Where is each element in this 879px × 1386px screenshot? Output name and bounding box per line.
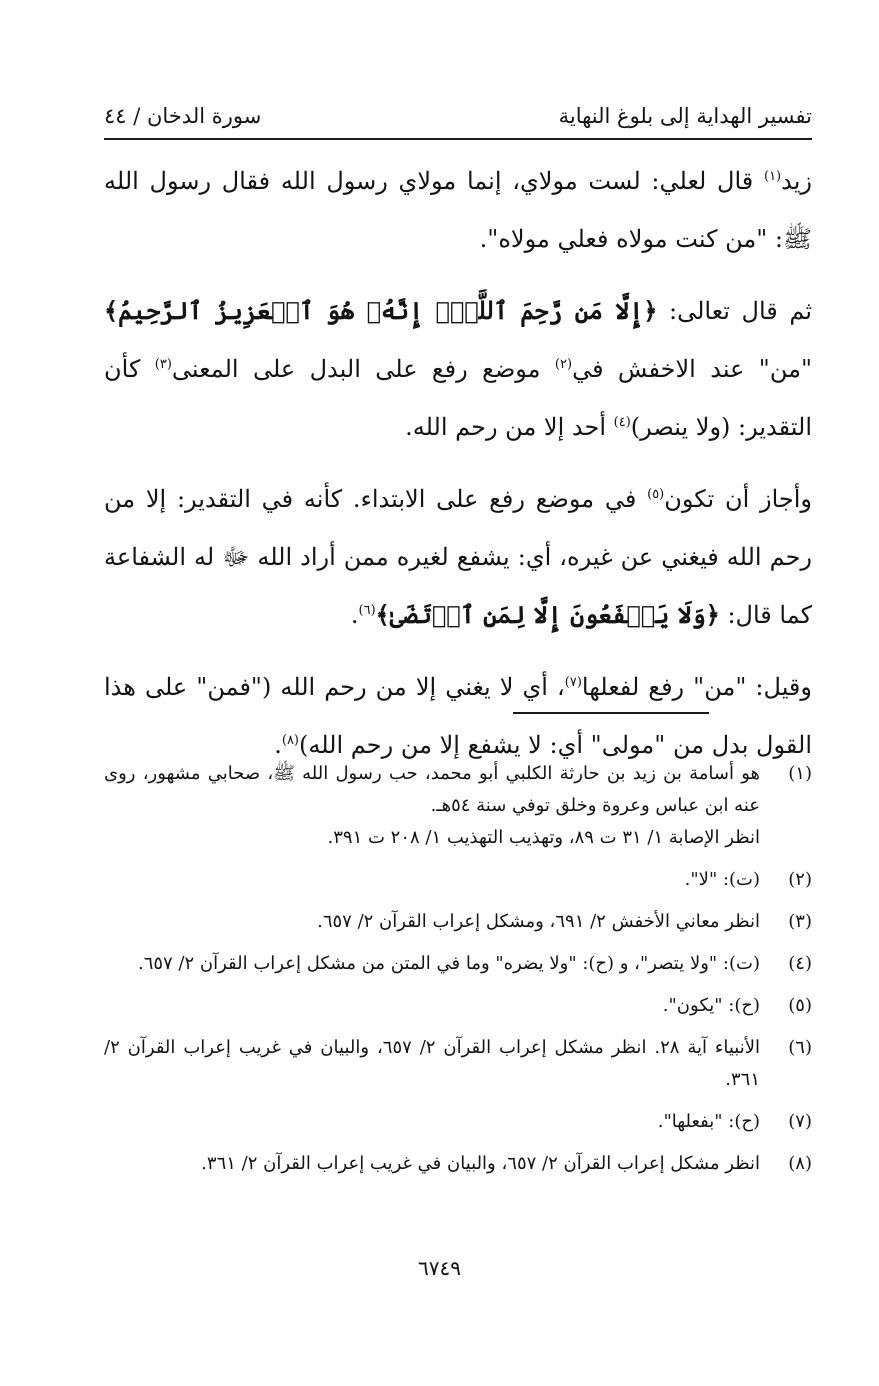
footnote-4 [104, 948, 812, 980]
footnote-3 [104, 906, 812, 938]
footnote-number: (٥) [788, 995, 812, 1016]
footnote-number: (٣) [788, 911, 812, 932]
page-number: ٦٧٤٩ [418, 1256, 461, 1280]
footnote-ref-6: (٦) [358, 603, 376, 618]
quran-verse: ﴿وَلَا يَشۡفَعُونَ إِلَّا لِمَنِ ٱرۡتَضَىٰ﴾ [375, 600, 720, 629]
footnote-text: انظر الإصابة ١/ ٣١ ت ٨٩، وتهذيب التهذيب ١/ ٢٠٨ ت ٣٩١. [327, 827, 760, 848]
footnote-text: هو أسامة بن زيد بن حارثة الكلبي أبو محمد، حب رسول الله ﷺ، صحابي مشهور، روى عنه ابن عباس وعروة وخلق توفي سنة ٥٤هـ. [104, 763, 760, 816]
footnote-number: (٨) [788, 1153, 812, 1174]
footnotes [104, 758, 812, 1190]
running-header [104, 88, 812, 128]
footnote-text: الأنبياء آية ٢٨. انظر مشكل إعراب القرآن ٢/ ٦٥٧، والبيان في غريب إعراب القرآن ٢/ ٣٦١. [104, 1037, 760, 1090]
footnote-number: (٢) [788, 869, 812, 890]
footnote-text: (ت): "ولا يتصر"، و (ح): "ولا يضره" وما في المتن من مشكل إعراب القرآن ٢/ ٦٥٧. [137, 953, 760, 974]
paragraph-3: وأجاز أن تكون$^{(٥)}$ في موضع رفع على الابتداء. كأنه في التقدير: إلا من رحم الله فيغني عن غيره، أي: يشفع لغيره ممن أراد الله ﷻ له الشفاعة كما قال: ﴿وَلَا يَشۡفَعُونَ إِلَّا لِمَنِ ٱرۡتَضَىٰ﴾$^{(٦)}$. [104, 485, 812, 629]
footnote-ref-1: (١) [763, 169, 782, 184]
footnote-text: (ح): "يكون". [662, 995, 760, 1016]
footnote-1 [104, 758, 812, 854]
footnote-ref-2: (٢) [554, 357, 573, 372]
footnote-7 [104, 1106, 812, 1138]
paragraph-1: زيد$^{(١)}$ قال لعلي: لست مولاي، إنما مولاي رسول الله فقال رسول الله ﷺ: "من كنت مولاه فعلي مولاه". [104, 167, 812, 253]
footnote-8 [104, 1148, 812, 1180]
footnote-6 [104, 1032, 812, 1096]
header-divider [104, 138, 812, 140]
paragraph-4: وقيل: "من" رفع لفعلها$^{(٧)}$، أي لا يغني إلا من رحم الله ("فمن" على هذا القول بدل من "مولى" أي: لا يشفع إلا من رحم الله)$^{(٨)}$. [104, 673, 812, 759]
book-title: تفسير الهداية إلى بلوغ النهاية [558, 104, 812, 128]
footnote-5 [104, 990, 812, 1022]
surah-label: سورة الدخان / ٤٤ [104, 104, 262, 128]
footnote-number: (٧) [788, 1111, 812, 1132]
footnote-text: انظر مشكل إعراب القرآن ٢/ ٦٥٧، والبيان في غريب إعراب القرآن ٢/ ٣٦١. [201, 1153, 760, 1174]
quran-verse: ﴿إِلَّا مَن رَّحِمَ ٱللَّهُۚ إِنَّهُۥ هُوَ ٱلۡعَزِيزُ ٱلرَّحِيمُ﴾ [104, 296, 658, 325]
footnote-2 [104, 864, 812, 896]
footnote-number: (١) [788, 763, 812, 784]
footnote-divider [513, 712, 709, 714]
footnote-ref-3: (٣) [154, 357, 172, 372]
footnote-text: (ح): "بفعلها". [657, 1111, 760, 1132]
footnote-ref-8: (٨) [281, 733, 299, 748]
footnote-text: انظر معاني الأخفش ٢/ ٦٩١، ومشكل إعراب القرآن ٢/ ٦٥٧. [317, 911, 760, 932]
paragraph-2: ثم قال تعالى: ﴿إِلَّا مَن رَّحِمَ ٱللَّهُۚ إِنَّهُۥ هُوَ ٱلۡعَزِيزُ ٱلرَّحِيمُ﴾ "من" عند الاخفش في$^{(٢)}$ موضع رفع على البدل على المعنى$^{(٣)}$ كأن التقدير: (ولا ينصر)$^{(٤)}$ أحد إلا من رحم الله. [104, 296, 812, 441]
footnote-number: (٦) [788, 1037, 812, 1058]
footnote-number: (٤) [788, 953, 812, 974]
footnote-text: (ت): "لا". [684, 869, 760, 890]
footnote-ref-5: (٥) [647, 487, 665, 502]
main-text [104, 152, 812, 788]
footnote-ref-7: (٧) [564, 675, 582, 690]
footnote-ref-4: (٤) [613, 415, 631, 430]
